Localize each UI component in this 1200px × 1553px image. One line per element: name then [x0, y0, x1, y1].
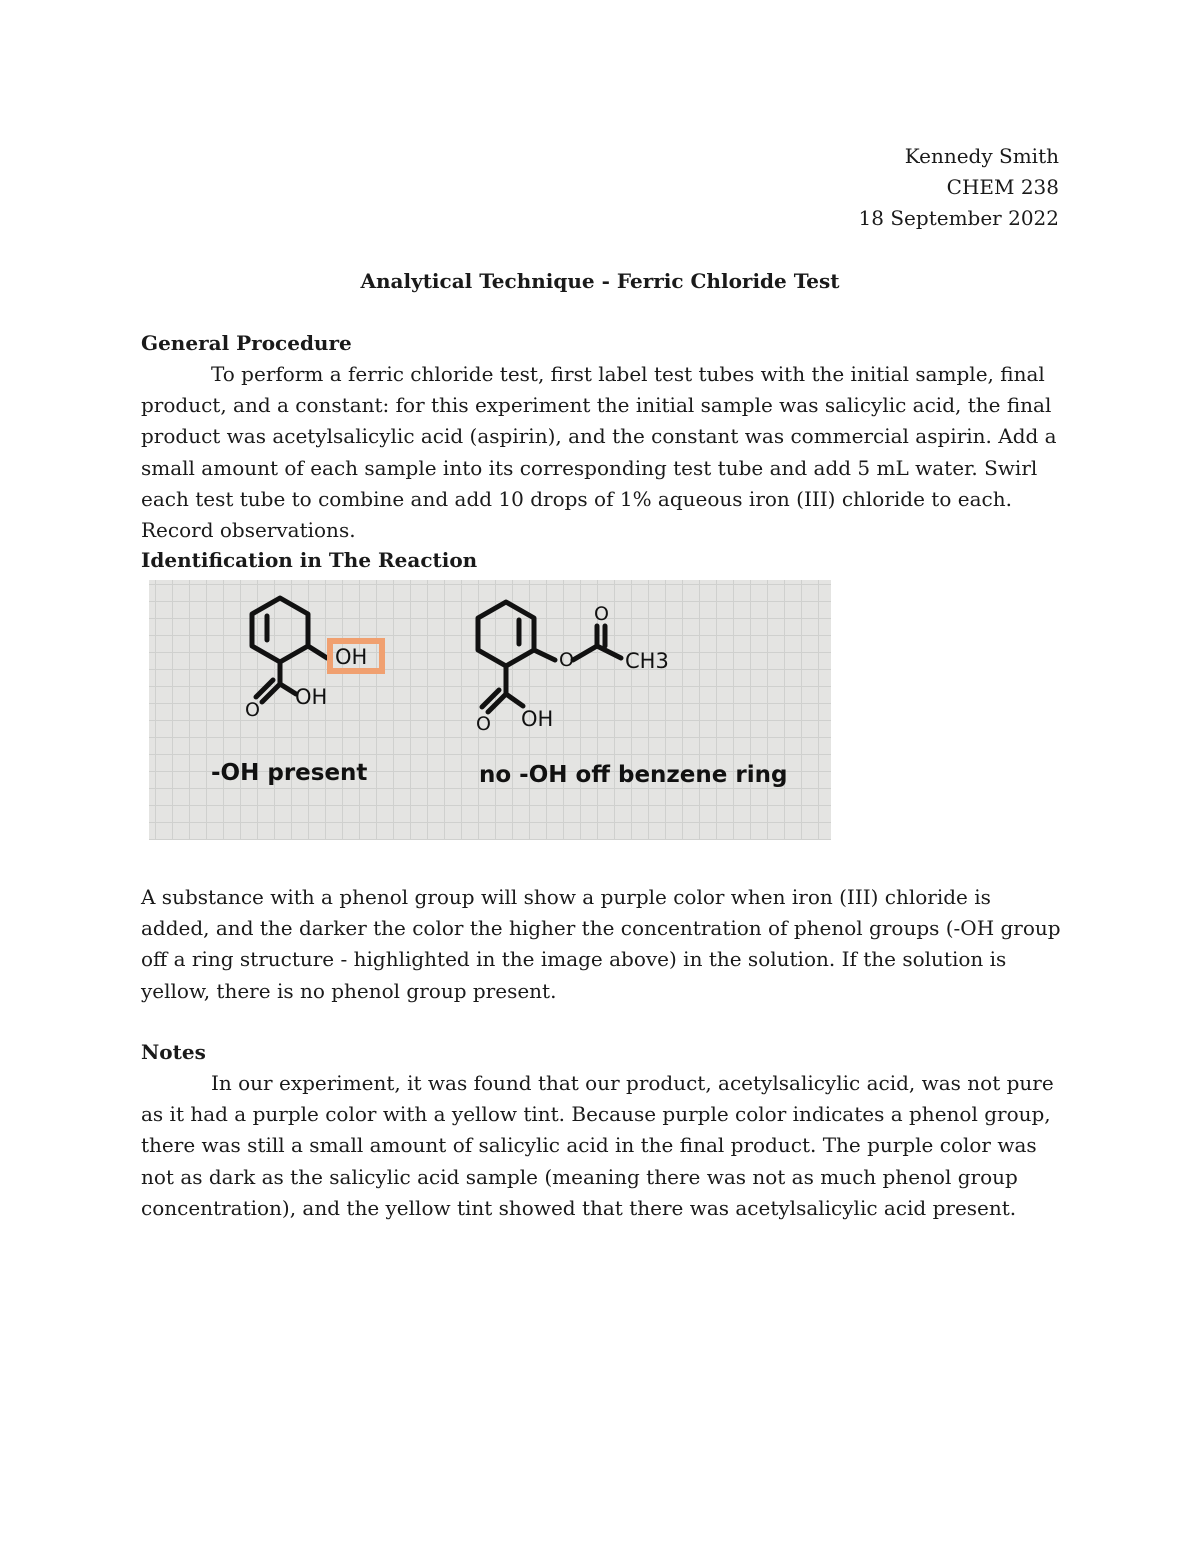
molecule-photo: [149, 580, 831, 840]
right-benzene-ring: [478, 602, 534, 666]
left-carbonyl-o-label: O: [245, 699, 260, 721]
right-ester-o-label: O: [559, 649, 574, 671]
header-block: [859, 141, 1059, 234]
general-procedure-text: To perform a ferric chloride test, first label test tubes with the initial sample, final product, and a constant: for this experiment the initial sample was salicylic acid, the final product was acetylsalicylic acid (aspirin), and the constant was commercial aspirin. Add a small amount of each sample into its corresponding test tube and add 5 mL water. Swirl each test tube to combine and add 10 drops of 1% aqueous iron (III) chloride to each. Record observations.: [141, 362, 1057, 543]
document-title: Analytical Technique - Ferric Chloride Test: [360, 269, 840, 293]
left-phenol-oh-label: OH: [335, 645, 368, 669]
right-carbonyl-o-label: O: [476, 713, 491, 735]
document-date: 18 September 2022: [858, 206, 1059, 230]
right-acid-oh-label: OH: [521, 707, 554, 731]
notes-heading: Notes: [141, 1040, 206, 1064]
left-ring-to-oh-bond: [308, 646, 327, 658]
left-caption: -OH present: [211, 760, 368, 786]
notes-text: In our experiment, it was found that our product, acetylsalicylic acid, was not pure as it had a purple color with a yellow tint. Because purple color indicates a phenol group, there was still a small amount of salicylic acid in the final product. The purple color was not as dark as the salicylic acid sample (meaning there was not as much phenol group concentration), and the yellow tint showed that there was acetylsalicylic acid present.: [141, 1071, 1054, 1220]
molecule-drawing: [149, 580, 831, 840]
author-name: Kennedy Smith: [904, 144, 1059, 168]
left-benzene-ring: [252, 598, 308, 662]
left-acid-oh-label: OH: [295, 685, 328, 709]
right-methyl-label: CH3: [625, 649, 669, 673]
course-code: CHEM 238: [946, 175, 1059, 199]
identification-heading: Identification in The Reaction: [141, 548, 478, 572]
right-caption: no -OH off benzene ring: [479, 762, 788, 788]
general-procedure-heading: General Procedure: [141, 331, 352, 355]
right-top-o-label: O: [594, 603, 609, 625]
identification-text: A substance with a phenol group will show a purple color when iron (III) chloride is added, and the darker the color the higher the concentration of phenol groups (-OH group off a ring structure - highlighted in the image above) in the solution. If the solution is yellow, there is no phenol group present.: [141, 885, 1061, 1003]
